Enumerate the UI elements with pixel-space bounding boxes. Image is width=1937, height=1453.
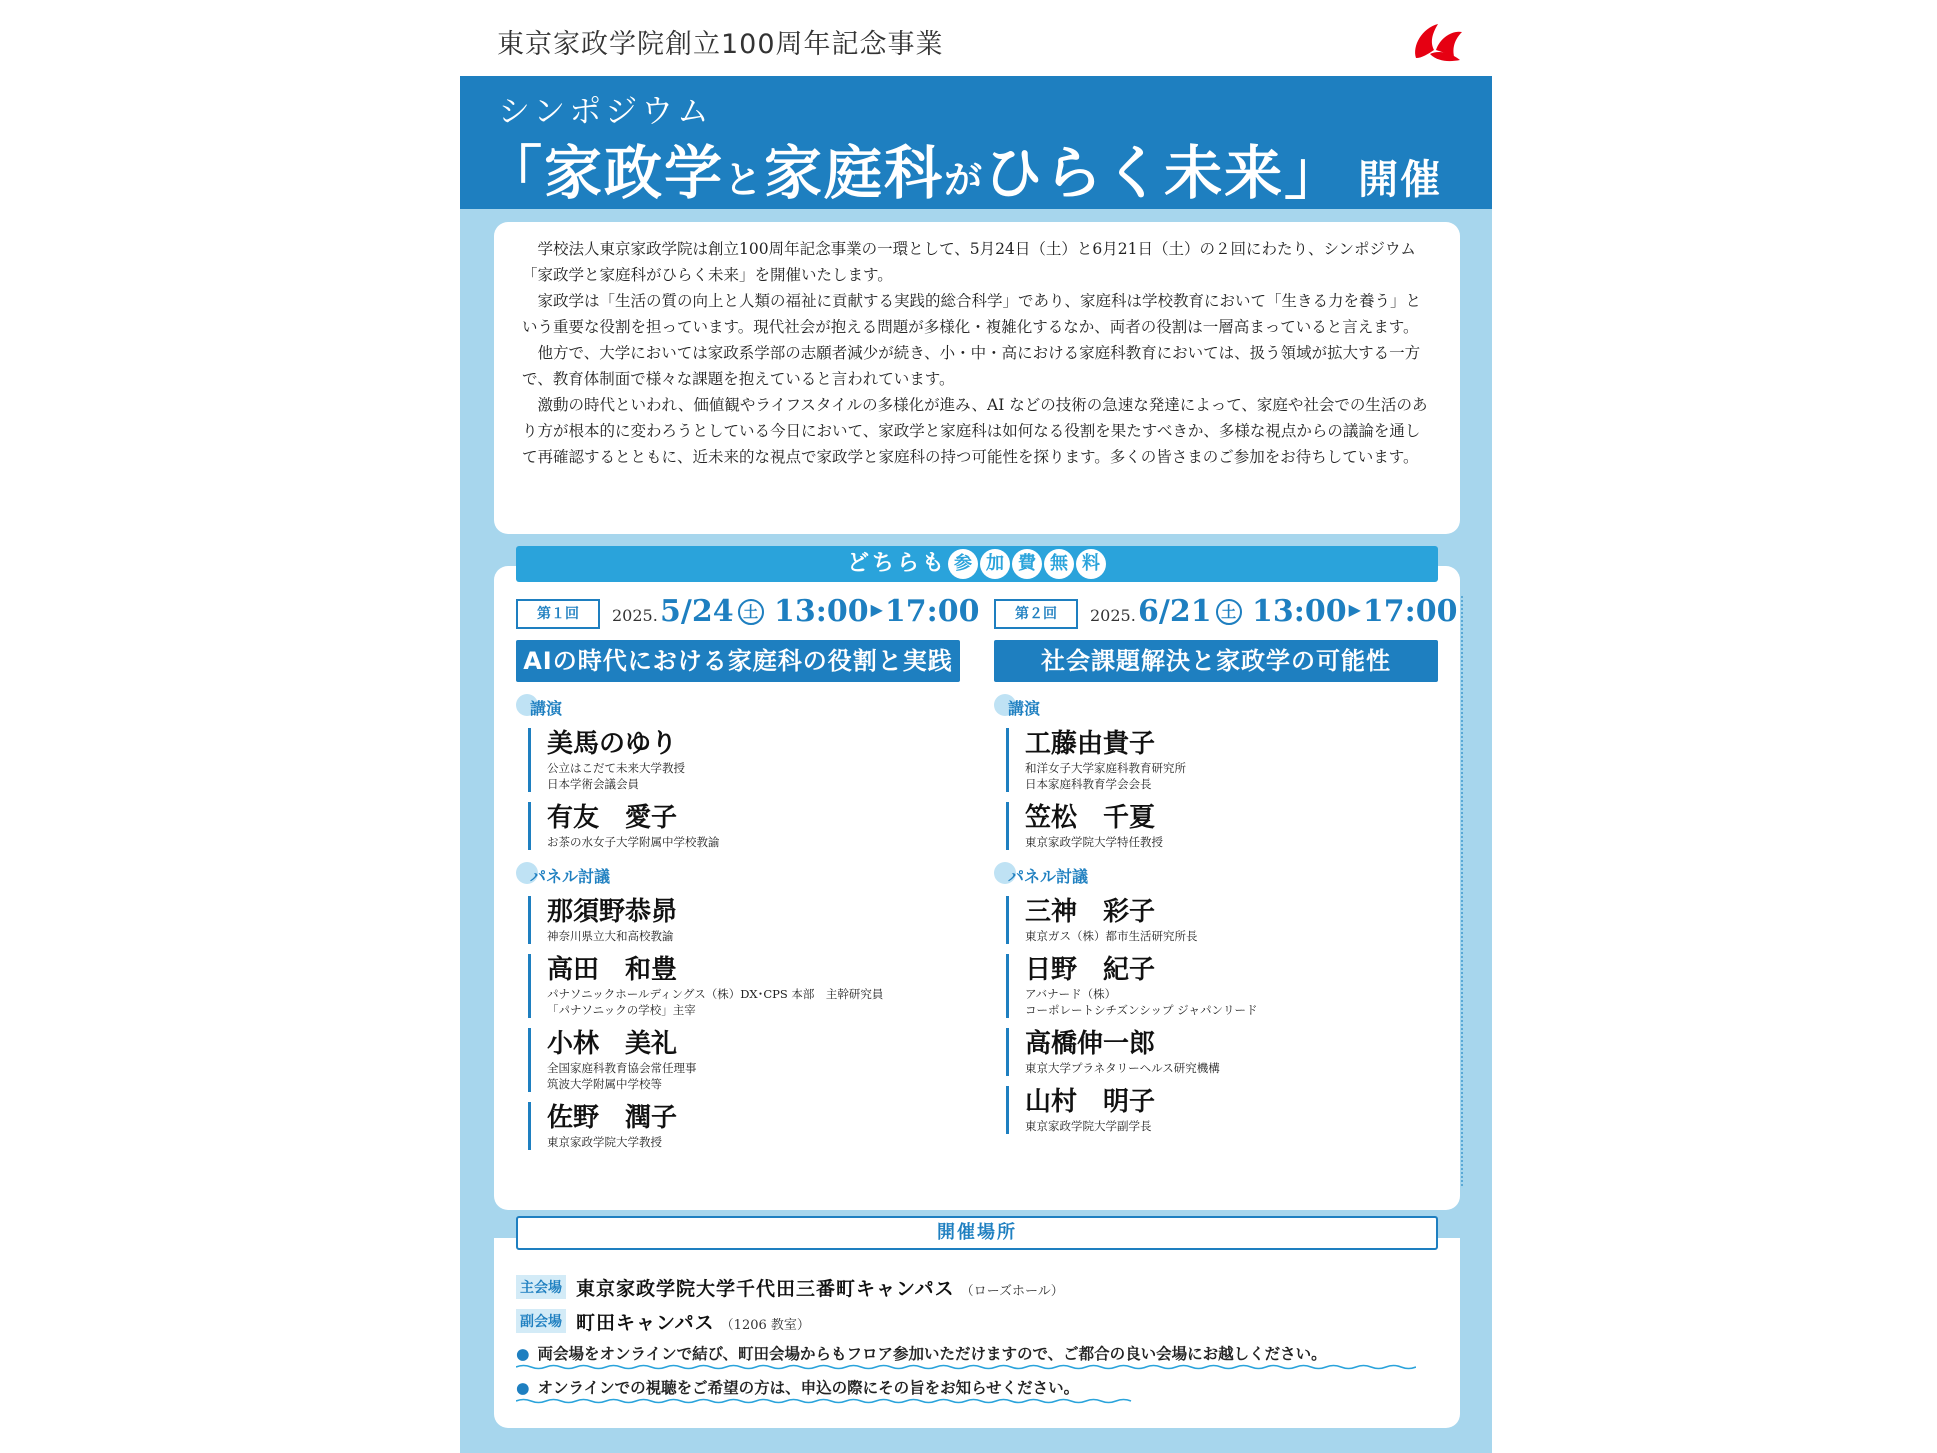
intro-paragraph: 学校法人東京家政学院は創立100周年記念事業の一環として、5月24日（土）と6月21日（土）の２回にわたり、シンポジウム「家政学と家庭科がひらく未来」を開催いたします。 — [522, 240, 1416, 284]
panelist-affiliation: 全国家庭科教育協会常任理事 — [547, 1061, 697, 1075]
speaker-name: 工藤由貴子 — [1025, 729, 1156, 759]
session-date: 5/24 土 — [660, 594, 764, 629]
session-theme: 社会課題解決と家政学の可能性 — [994, 640, 1438, 682]
panelist — [1006, 1086, 1438, 1134]
panelist-name: 小林 美礼 — [547, 1029, 678, 1059]
sub-venue-note: （1206 教室） — [720, 1318, 810, 1333]
session-1 — [516, 594, 980, 1160]
arrow-right-icon: ▶ — [870, 600, 883, 619]
wavy-underline — [516, 1398, 1136, 1404]
panel-label: パネル討議 — [516, 864, 960, 890]
session-2 — [994, 594, 1458, 1144]
session-time: 13:00 ▶17:00 — [1252, 594, 1458, 629]
intro-paragraph: 他方で、大学においては家政系学部の志願者減少が続き、小・中・高における家庭科教育においては、扱う領域が拡大する一方で、教育体制面で様々な課題を抱えていると言われています。 — [522, 344, 1421, 388]
speaker-affiliation: 東京家政学院大学特任教授 — [1025, 835, 1163, 849]
panelist-affiliation: 筑波大学附属中学校等 — [547, 1077, 662, 1091]
banner-title: 「家政学と家庭科がひらく未来」 開催 — [484, 139, 1443, 207]
lecture-label: 講演 — [994, 696, 1438, 722]
lecture-label: 講演 — [516, 696, 960, 722]
panelist-affiliation: 東京家政学院大学教授 — [547, 1135, 662, 1149]
column-divider — [1461, 596, 1463, 1186]
speaker-affiliation: 日本学術会議会員 — [547, 777, 639, 791]
round-badge: 第１回 — [516, 599, 600, 629]
wavy-underline — [516, 1364, 1416, 1370]
free-chip: 無 — [1044, 549, 1074, 579]
free-chip: 加 — [980, 549, 1010, 579]
day-of-week-badge: 土 — [1216, 599, 1242, 625]
speaker-name: 美馬のゆり — [547, 729, 678, 759]
free-chip: 費 — [1012, 549, 1042, 579]
session-2-date-row — [994, 594, 1458, 632]
panelist — [528, 1028, 960, 1092]
speaker-name: 笠松 千夏 — [1025, 803, 1156, 833]
session-time: 13:00 ▶17:00 — [774, 594, 980, 629]
panelist — [528, 896, 960, 944]
intro-paragraph: 家政学は「生活の質の向上と人類の福祉に貢献する実践的総合科学」であり、家庭科は学校教育において「生きる力を養う」という重要な役割を担っています。現代社会が抱える問題が多様化・複雑化するなか、両者の役割は一層高まっていると言えます。 — [522, 292, 1422, 336]
session-theme: AIの時代における家庭科の役割と実践 — [516, 640, 960, 682]
intro-text-box — [494, 222, 1460, 534]
panelist-name: 高橋伸一郎 — [1025, 1029, 1156, 1059]
session-date: 6/21 土 — [1138, 594, 1242, 629]
title-banner — [460, 76, 1492, 209]
venue-note: ● 両会場をオンラインで結び、町田会場からもフロア参加いただけますので、ご都合の良い会場にお越しください。 — [516, 1344, 1327, 1363]
main-venue-note: （ローズホール） — [960, 1284, 1064, 1299]
panelist — [1006, 1028, 1438, 1076]
panelist — [1006, 954, 1438, 1018]
banner-suffix: 開催 — [1358, 157, 1443, 203]
speaker-name: 有友 愛子 — [547, 803, 678, 833]
sub-venue-tag: 副会場 — [516, 1309, 566, 1333]
panelist-name: 日野 紀子 — [1025, 955, 1156, 985]
speaker — [1006, 728, 1438, 792]
main-venue-tag: 主会場 — [516, 1275, 566, 1299]
speaker-affiliation: お茶の水女子大学附属中学校教諭 — [547, 835, 720, 849]
panelist-affiliation: コーポレートシチズンシップ ジャパンリード — [1025, 1003, 1258, 1017]
panelist-name: 佐野 潤子 — [547, 1103, 678, 1133]
speaker — [528, 728, 960, 792]
panelist-name: 山村 明子 — [1025, 1087, 1156, 1117]
panelist-name: 三神 彩子 — [1025, 897, 1156, 927]
panelist-name: 高田 和豊 — [547, 955, 678, 985]
panelist-affiliation: 東京大学プラネタリーヘルス研究機構 — [1025, 1061, 1220, 1075]
free-chip: 料 — [1076, 549, 1106, 579]
day-of-week-badge: 土 — [738, 599, 764, 625]
speaker — [528, 802, 960, 850]
panelist — [528, 954, 960, 1018]
panelist — [528, 1102, 960, 1150]
panelist — [1006, 896, 1438, 944]
school-logo-icon — [1408, 20, 1466, 64]
round-badge: 第２回 — [994, 599, 1078, 629]
banner-subtitle: シンポジウム — [498, 92, 713, 130]
org-title: 東京家政学院創立100周年記念事業 — [497, 29, 944, 60]
speaker-affiliation: 和洋女子大学家庭科教育研究所 — [1025, 761, 1186, 775]
sub-venue-row — [516, 1308, 810, 1335]
panelist-affiliation: 東京ガス（株）都市生活研究所長 — [1025, 929, 1198, 943]
sub-venue-name: 町田キャンパス — [576, 1312, 715, 1334]
panelist-affiliation: 「パナソニックの学校」主宰 — [547, 1003, 696, 1017]
intro-paragraph: 激動の時代といわれ、価値観やライフスタイルの多様化が進み、AI などの技術の急速な発達によって、家庭や社会での生活のあり方が根本的に変わろうとしている今日において、家政学と家庭科は如何なる役割を果たすべきか、多様な視点からの議論を通して再確認するとともに、近未来的な視点で家政学と家庭科の持つ可能性を探ります。多くの皆さまのご参加をお待ちしています。 — [522, 396, 1428, 466]
arrow-right-icon: ▶ — [1348, 600, 1361, 619]
panel-label: パネル討議 — [994, 864, 1438, 890]
main-venue-name: 東京家政学院大学千代田三番町キャンパス — [576, 1278, 955, 1300]
session-year: 2025. — [1090, 606, 1136, 625]
speaker-affiliation: 公立はこだて未来大学教授 — [547, 761, 685, 775]
bullet-icon: ● — [516, 1378, 530, 1397]
panelist-affiliation: パナソニックホールディングス（株）DX･CPS 本部 主幹研究員 — [547, 987, 884, 1001]
session-year: 2025. — [612, 606, 658, 625]
session-1-date-row — [516, 594, 980, 632]
main-venue-row — [516, 1274, 1064, 1301]
venue-panel — [494, 1238, 1460, 1428]
speaker — [1006, 802, 1438, 850]
venue-heading: 開催場所 — [516, 1216, 1438, 1250]
panelist-affiliation: アバナード（株） — [1025, 987, 1117, 1001]
panelist-affiliation: 神奈川県立大和高校教諭 — [547, 929, 674, 943]
bullet-icon: ● — [516, 1344, 530, 1363]
program-panel — [494, 566, 1460, 1210]
venue-note: ● オンラインでの視聴をご希望の方は、申込の際にその旨をお知らせください。 — [516, 1378, 1080, 1397]
panelist-name: 那須野恭昴 — [547, 897, 678, 927]
free-chip: 参 — [948, 549, 978, 579]
panelist-affiliation: 東京家政学院大学副学長 — [1025, 1119, 1152, 1133]
free-admission-bar: どちらも 参 加 費 無 料 — [516, 546, 1438, 582]
speaker-affiliation: 日本家庭科教育学会会長 — [1025, 777, 1152, 791]
